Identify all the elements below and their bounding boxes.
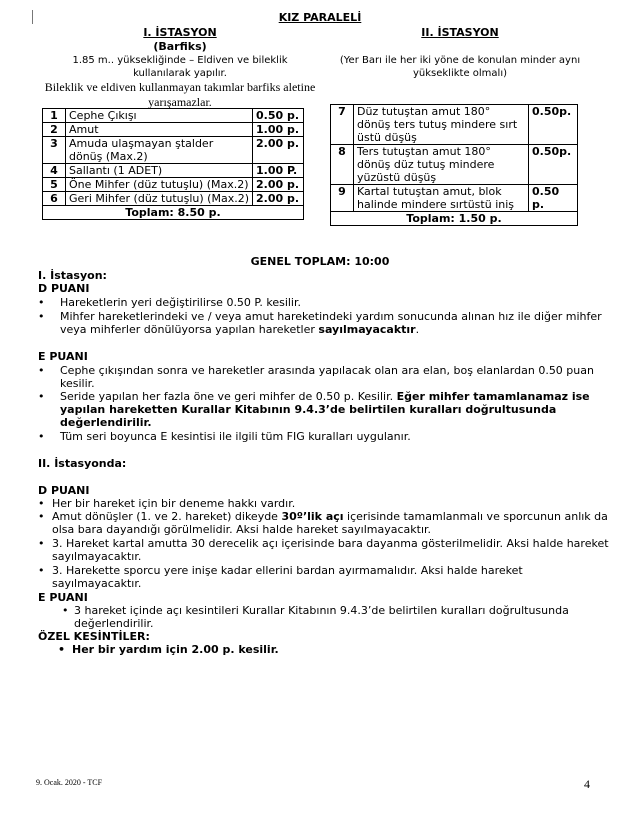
station2-table <box>330 104 578 226</box>
bullet-icon: • <box>38 364 45 377</box>
station1-note: 1.85 m.. yüksekliğinde – Eldiven ve bileklik kullanılarak yapılır. <box>72 55 288 79</box>
move-name: Geri Mihfer (düz tutuşlu) (Max.2) <box>66 192 253 206</box>
move-points: 0.50p. <box>529 145 578 185</box>
table-row <box>43 178 304 192</box>
move-name: Sallantı (1 ADET) <box>66 164 253 178</box>
general-total: GENEL TOPLAM: 10:00 <box>250 255 390 268</box>
bullet-icon: • <box>38 390 45 403</box>
table-row <box>43 123 304 137</box>
table-row <box>43 109 304 123</box>
bullet-icon: • <box>38 497 45 510</box>
station1-serif-note: Bileklik ve eldiven kullanmayan takımlar barfiks aletine yarışamazlar. <box>44 80 316 109</box>
section1-e-title: E PUANI <box>38 350 88 363</box>
row-number: 7 <box>331 105 354 145</box>
bullet-icon: • <box>62 604 69 617</box>
row-number: 4 <box>43 164 66 178</box>
move-name: Amut <box>66 123 253 137</box>
station1-table <box>42 108 304 220</box>
move-name: Ters tutuştan amut 180° dönüş düz tutuş mindere yüzüstü düşüş <box>354 145 529 185</box>
section1-d-title: D PUANI <box>38 282 90 295</box>
move-points: 0.50 p. <box>529 185 578 212</box>
move-points: 2.00 p. <box>253 178 304 192</box>
row-number: 6 <box>43 192 66 206</box>
bullet-icon: • <box>38 510 45 523</box>
page-number: 4 <box>584 777 590 791</box>
station2-note: (Yer Barı ile her iki yöne de konulan minder aynı yükseklikte olmalı) <box>339 55 581 79</box>
table-row <box>331 185 578 212</box>
table-row <box>43 164 304 178</box>
total-row <box>43 206 304 220</box>
row-number: 2 <box>43 123 66 137</box>
footer-date: 9. Ocak. 2020 - TCF <box>36 778 103 787</box>
special-deductions-title: ÖZEL KESİNTİLER: <box>38 630 150 643</box>
section2-d-title: D PUANI <box>38 484 90 497</box>
move-points: 1.00 p. <box>253 123 304 137</box>
station2-heading: II. İSTASYON <box>421 26 499 39</box>
row-number: 3 <box>43 137 66 164</box>
total-row <box>331 212 578 226</box>
move-points: 2.00 p. <box>253 137 304 164</box>
table-row <box>331 145 578 185</box>
bullet-icon: • <box>38 296 45 309</box>
bullet-icon: • <box>38 564 45 577</box>
move-points: 2.00 p. <box>253 192 304 206</box>
move-points: 0.50p. <box>529 105 578 145</box>
list-item: • Mihfer hareketlerindeki ve / veya amut hareketindeki yardım sonucunda alınan hız ile diğer mihfer veya mihferler dönülüyorsa yapılan hareketler sayılmayacaktır. <box>38 310 602 336</box>
move-name: Düz tutuştan amut 180° dönüş ters tutuş mindere sırt üstü düşüş <box>354 105 529 145</box>
section1-title: I. İstasyon: <box>38 269 107 282</box>
table-row <box>43 192 304 206</box>
table-row <box>331 105 578 145</box>
move-name: Cephe Çıkışı <box>66 109 253 123</box>
bullet-icon: • <box>38 537 45 550</box>
page-title: KIZ PARALELİ <box>278 11 362 24</box>
move-points: 0.50 p. <box>253 109 304 123</box>
row-number: 1 <box>43 109 66 123</box>
row-number: 5 <box>43 178 66 192</box>
section2-e-title: E PUANI <box>38 591 88 604</box>
section2-title: II. İstasyonda: <box>38 457 127 470</box>
bullet-icon: • <box>38 430 45 443</box>
move-name: Öne Mihfer (düz tutuşlu) (Max.2) <box>66 178 253 192</box>
bullet-icon: • <box>58 643 66 656</box>
station1-total: Toplam: 8.50 p. <box>43 206 304 220</box>
table-row <box>43 137 304 164</box>
move-name: Amuda ulaşmayan ştalder dönüş (Max.2) <box>66 137 253 164</box>
row-number: 9 <box>331 185 354 212</box>
station1-subheading: (Barfiks) <box>153 40 207 53</box>
move-name: Kartal tutuştan amut, blok halinde mindere sırtüstü iniş <box>354 185 529 212</box>
station1-heading: I. İSTASYON <box>143 26 217 39</box>
bullet-icon: • <box>38 310 45 323</box>
row-number: 8 <box>331 145 354 185</box>
move-points: 1.00 P. <box>253 164 304 178</box>
station2-total: Toplam: 1.50 p. <box>331 212 578 226</box>
